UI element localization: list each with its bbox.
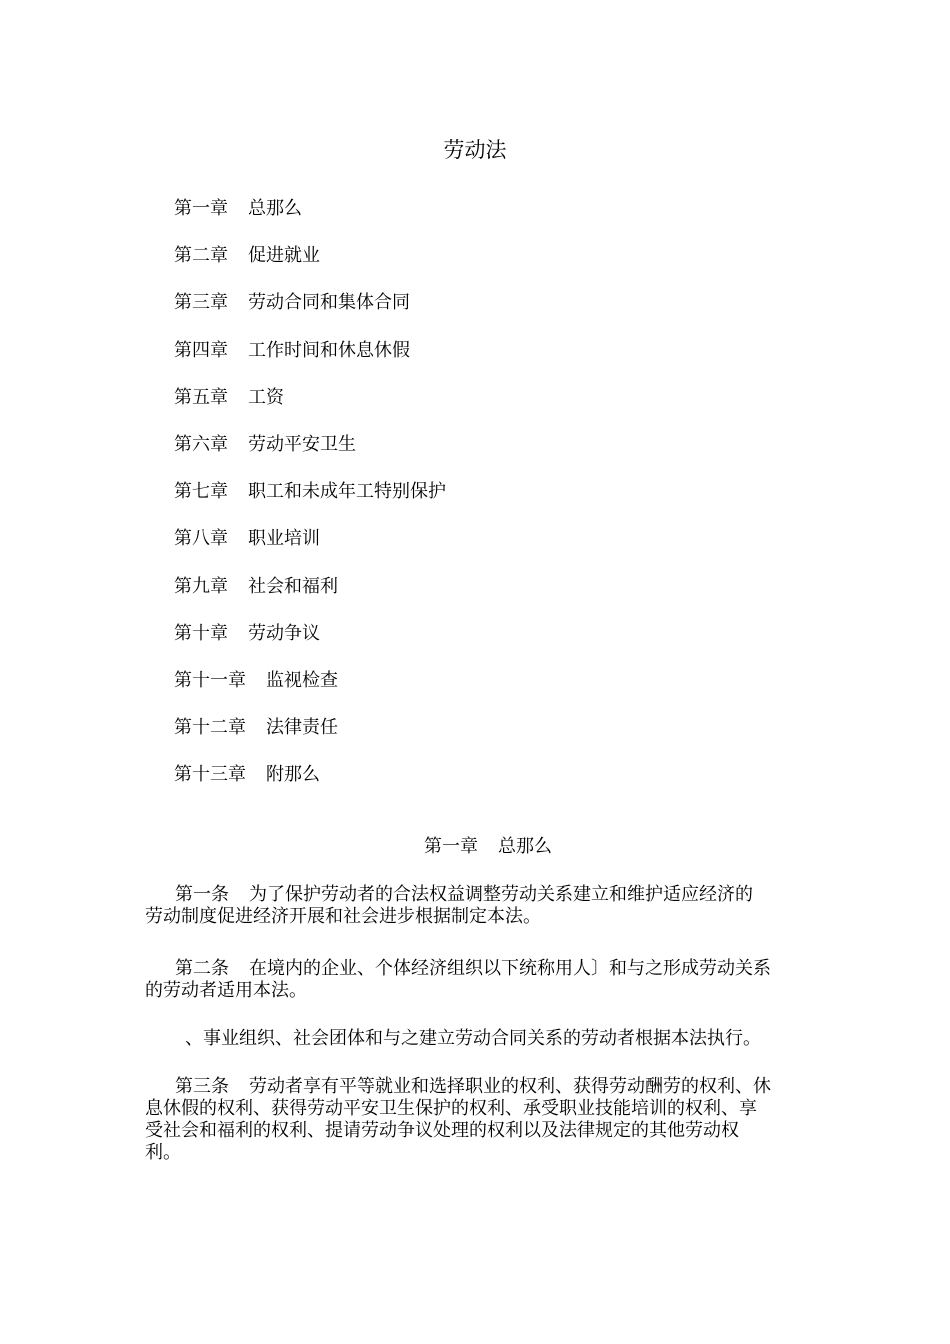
document-title: 劳动法 [443,138,507,162]
article-text-line: 的劳动者适用本法。 [145,980,307,1001]
article-paragraph [145,1076,805,1164]
toc-chapter-number: 第八章 [174,528,228,550]
toc-item [174,245,774,292]
toc-chapter-name: 总那么 [248,198,302,219]
article-text-line: 、事业组织、社会团体和与之建立劳动合同关系的劳动者根据本法执行。 [185,1028,761,1049]
article-number: 第二条 [175,958,229,979]
toc-chapter-name: 劳动平安卫生 [248,433,356,455]
article-paragraph [145,884,805,928]
toc-chapter-number: 第十二章 [174,717,246,739]
table-of-contents [174,198,774,811]
article-text-line: 在境内的企业、个体经济组织以下统称用人〕和与之形成劳动关系 [249,958,771,979]
toc-item [174,340,774,387]
section-chapter-name: 总那么 [498,836,552,857]
article-paragraph [145,1028,805,1050]
article-text-line: 为了保护劳动者的合法权益调整劳动关系建立和维护适应经济的 [249,884,753,905]
article-text-line: 受社会和福利的权利、提请劳动争议处理的权利以及法律规定的其他劳动权 [145,1120,739,1141]
toc-item [174,198,774,245]
article-text-line: 劳动制度促进经济开展和社会进步根据制定本法。 [145,906,541,927]
toc-item [174,717,774,764]
toc-item [174,576,774,623]
toc-chapter-name: 劳动争议 [248,622,320,644]
toc-chapter-name: 法律责任 [266,717,338,739]
toc-chapter-number: 第五章 [174,386,228,408]
toc-chapter-number: 第四章 [174,339,228,361]
toc-item [174,764,774,811]
toc-item [174,292,774,339]
article-paragraph [145,958,805,1002]
toc-chapter-name: 促进就业 [248,245,320,267]
toc-chapter-name: 社会和福利 [248,575,338,597]
toc-chapter-name: 附那么 [266,764,320,786]
toc-chapter-number: 第三章 [174,292,228,314]
toc-chapter-number: 第七章 [174,481,228,503]
article-number: 第一条 [175,884,229,905]
section-heading [424,836,552,858]
article-text-line: 息休假的权利、获得劳动平安卫生保护的权利、承受职业技能培训的权利、享 [145,1098,757,1119]
toc-chapter-number: 第十一章 [174,669,246,691]
toc-chapter-name: 工作时间和休息休假 [248,339,410,361]
toc-chapter-name: 监视检查 [266,669,338,691]
toc-item [174,623,774,670]
toc-item [174,670,774,717]
toc-item [174,481,774,528]
toc-item [174,528,774,575]
toc-chapter-number: 第六章 [174,433,228,455]
toc-chapter-name: 职业培训 [248,528,320,550]
toc-chapter-number: 第十章 [174,622,228,644]
toc-chapter-number: 第二章 [174,245,228,267]
toc-chapter-name: 职工和未成年工特别保护 [248,481,446,503]
article-text-line: 劳动者享有平等就业和选择职业的权利、获得劳动酬劳的权利、休 [249,1076,771,1097]
toc-chapter-name: 劳动合同和集体合同 [248,292,410,314]
toc-chapter-name: 工资 [248,386,284,408]
toc-chapter-number: 第十三章 [174,764,246,786]
toc-chapter-number: 第九章 [174,575,228,597]
article-number: 第三条 [175,1076,229,1097]
toc-item [174,434,774,481]
article-text-line: 利。 [145,1142,181,1163]
section-chapter-number: 第一章 [424,836,478,857]
toc-chapter-number: 第一章 [174,198,228,219]
toc-item [174,387,774,434]
